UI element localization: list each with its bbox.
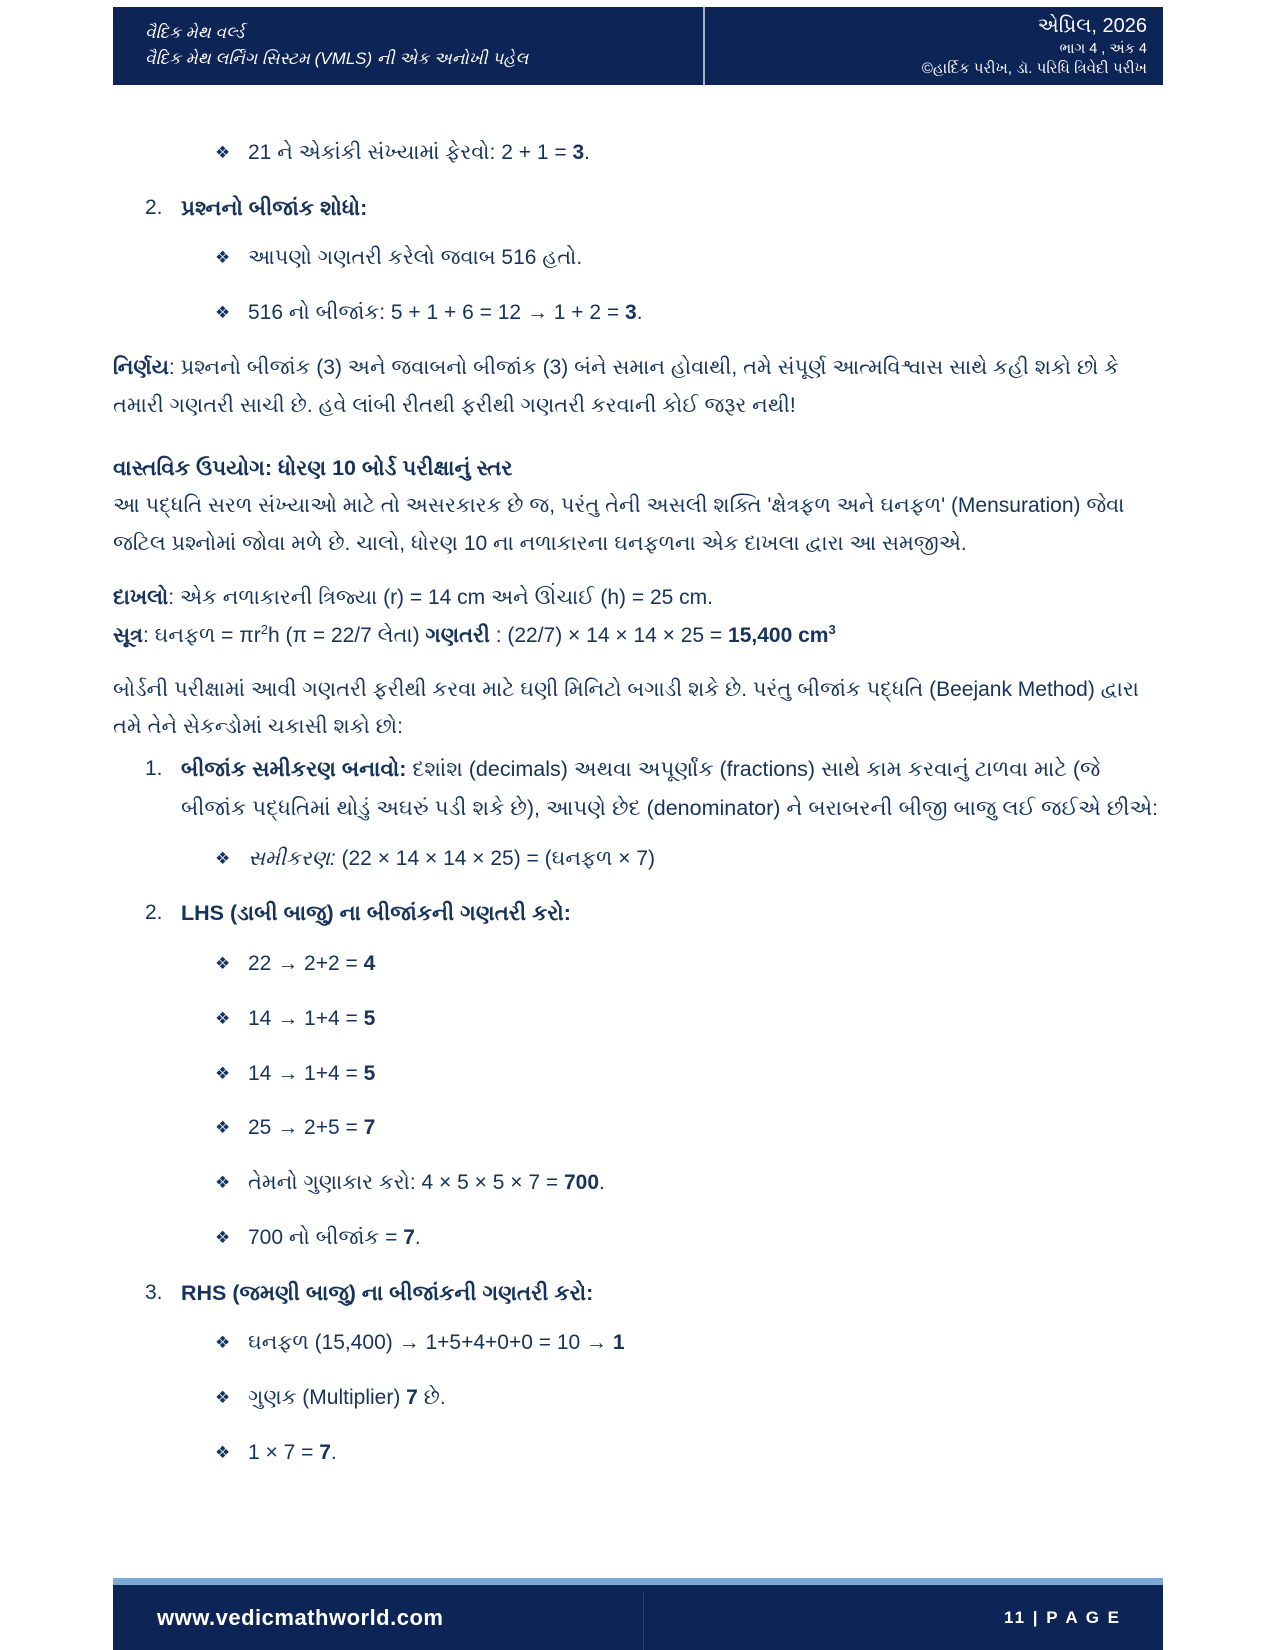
text-content: આ પદ્ધતિ સરળ સંખ્યાઓ માટે તો અસરકારક છે જ, પરંતુ તેની અસલી શક્તિ 'ક્ષેત્રફળ અને ઘનફળ' (Mensuration) જેવા જટિલ પ્રશ્નોમાં જોવા મળે છે. ચાલો, ધોરણ 10 ના નળાકારના ઘનફળના એક દાખલા દ્વારા આ સમજીએ. [113, 494, 1125, 556]
text-content: પ્રશ્નનો બીજાંક શોધો: [181, 195, 368, 220]
bullet-item [215, 1324, 1163, 1362]
text-content: 14 → 1+4 = 5 [248, 1061, 376, 1085]
paragraph [113, 349, 1163, 425]
paragraph [113, 671, 1163, 747]
bullet-item [215, 1219, 1163, 1257]
bullet-item [215, 1434, 1163, 1472]
bullet-diamond-icon: ❖ [215, 1118, 231, 1138]
text-content: LHS (ડાબી બાજુ) ના બીજાંકની ગણતરી કરો: [181, 901, 571, 926]
bullet-diamond-icon: ❖ [215, 1008, 231, 1028]
bullet-diamond-icon: ❖ [215, 848, 231, 868]
text-content: 700 નો બીજાંક = 7. [248, 1225, 421, 1249]
website-url: www.vedicmathworld.com [157, 1604, 444, 1630]
text-content: વાસ્તવિક ઉપયોગ: ધોરણ 10 બોર્ડ પરીક્ષાનું સ્તર [113, 455, 513, 480]
numbered-item [145, 1274, 1163, 1313]
item-number: 2. [145, 195, 163, 219]
text-content: 14 → 1+4 = 5 [248, 1006, 376, 1030]
text-content: બોર્ડની પરીક્ષામાં આવી ગણતરી ફરીથી કરવા માટે ઘણી મિનિટો બગાડી શકે છે. પરંતુ બીજાંક પદ્ધતિ (Beejank Method) દ્વારા તમે તેને સેકન્ડોમાં ચકાસી શકો છો: [113, 677, 1139, 739]
text-content: 516 નો બીજાંક: 5 + 1 + 6 = 12 → 1 + 2 = 3. [248, 301, 643, 325]
bullet-item [215, 1109, 1163, 1147]
text-content: આપણો ગણતરી કરેલો જવાબ 516 હતો. [248, 246, 583, 270]
paragraph [113, 487, 1163, 563]
text-content: ઘનફળ (15,400) → 1+5+4+0+0 = 10 → 1 [248, 1331, 625, 1355]
text-content: 21 ને એકાંકી સંખ્યામાં ફેરવો: 2 + 1 = 3. [248, 141, 590, 164]
newsletter-title: વૈદિક મેથ વર્લ્ડ [145, 23, 245, 42]
bullet-item [215, 239, 1163, 277]
bullet-diamond-icon: ❖ [215, 143, 231, 162]
header-left [113, 7, 703, 85]
section-heading [113, 449, 1163, 488]
issue-volume: ભાગ 4 , અંક 4 [1059, 41, 1147, 57]
text-content: સૂત્ર: ઘનફળ = $\pi r^2h$ (π = 22/7 લેતા) ગણતરી : (22/7) × 14 × 14 × 25 = 15,400 $cm^3$ [113, 621, 836, 647]
issue-date: એપ્રિલ, 2026 [1037, 15, 1147, 37]
text-content: બીજાંક સમીકરણ બનાવો: દશાંશ (decimals) અથવા અપૂર્ણાંક (fractions) સાથે કામ કરવાનું ટાળવા માટે (જે બીજાંક પદ્ધતિમાં થોડું અઘરું પડી શકે છે), આપણે છેદ (denominator) ને બરાબરની બીજી બાજુ લઈ જઈએ છીએ: [181, 757, 1159, 820]
bullet-diamond-icon: ❖ [215, 303, 231, 323]
text-content: 1 × 7 = 7. [248, 1441, 337, 1465]
text-content: 22 → 2+2 = 4 [248, 952, 376, 975]
numbered-item [145, 189, 1163, 228]
text-content: ગુણક (Multiplier) 7 છે. [248, 1386, 446, 1410]
text-content: દાખલો: એક નળાકારની ત્રિજ્યા (r) = 14 cm અને ઊંચાઈ (h) = 25 cm. [113, 585, 713, 609]
bullet-item [215, 294, 1163, 332]
bullet-item [215, 134, 1163, 172]
item-number: 2. [145, 901, 163, 925]
document-body [113, 84, 1163, 1489]
footer-divider [643, 1592, 644, 1650]
bullet-diamond-icon: ❖ [215, 1443, 231, 1463]
bullet-diamond-icon: ❖ [215, 1227, 231, 1247]
newsletter-subtitle: વૈદિક મેથ લર્નિંગ સિસ્ટમ (VMLS) ની એક અનોખી પહેલ [145, 49, 529, 68]
text-content: તેમનો ગુણાકાર કરો: 4 × 5 × 5 × 7 = 700. [248, 1171, 605, 1195]
bullet-diamond-icon: ❖ [215, 954, 231, 973]
page-header [113, 7, 1163, 85]
bullet-diamond-icon: ❖ [215, 1388, 231, 1408]
bullet-item [215, 1379, 1163, 1417]
bullet-item [215, 1000, 1163, 1038]
bullet-item [215, 945, 1163, 983]
copyright-line: ©હાર્દિક પરીખ, ડૉ. પરિધિ ત્રિવેદી પરીખ [921, 60, 1147, 77]
bullet-diamond-icon: ❖ [215, 1173, 231, 1193]
bullet-diamond-icon: ❖ [215, 248, 231, 268]
bullet-diamond-icon: ❖ [215, 1063, 231, 1083]
bullet-item [215, 840, 1163, 878]
bullet-item [215, 1055, 1163, 1093]
text-content: સમીકરણ: (22 × 14 × 14 × 25) = (ઘનફળ × 7) [248, 846, 655, 870]
numbered-item [145, 894, 1163, 933]
paragraph [113, 617, 1163, 655]
item-number: 1. [145, 757, 163, 781]
header-right [705, 7, 1163, 85]
page-footer [113, 1578, 1163, 1650]
bullet-item [215, 1164, 1163, 1202]
numbered-item [145, 750, 1163, 827]
page-number: 11 | P A G E [1004, 1607, 1121, 1627]
bullet-diamond-icon: ❖ [215, 1333, 231, 1353]
text-content: RHS (જમણી બાજુ) ના બીજાંકની ગણતરી કરો: [181, 1280, 594, 1305]
text-content: નિર્ણય: પ્રશ્નનો બીજાંક (3) અને જવાબનો બીજાંક (3) બંને સમાન હોવાથી, તમે સંપૂર્ણ આત્મવિશ્વાસ સાથે કહી શકો છો કે તમારી ગણતરી સાચી છે. હવે લાંબી રીતથી ફરીથી ગણતરી કરવાની કોઈ જરૂર નથી! [113, 356, 1120, 417]
text-content: 25 → 2+5 = 7 [248, 1116, 376, 1140]
item-number: 3. [145, 1280, 163, 1304]
paragraph [113, 579, 1163, 617]
